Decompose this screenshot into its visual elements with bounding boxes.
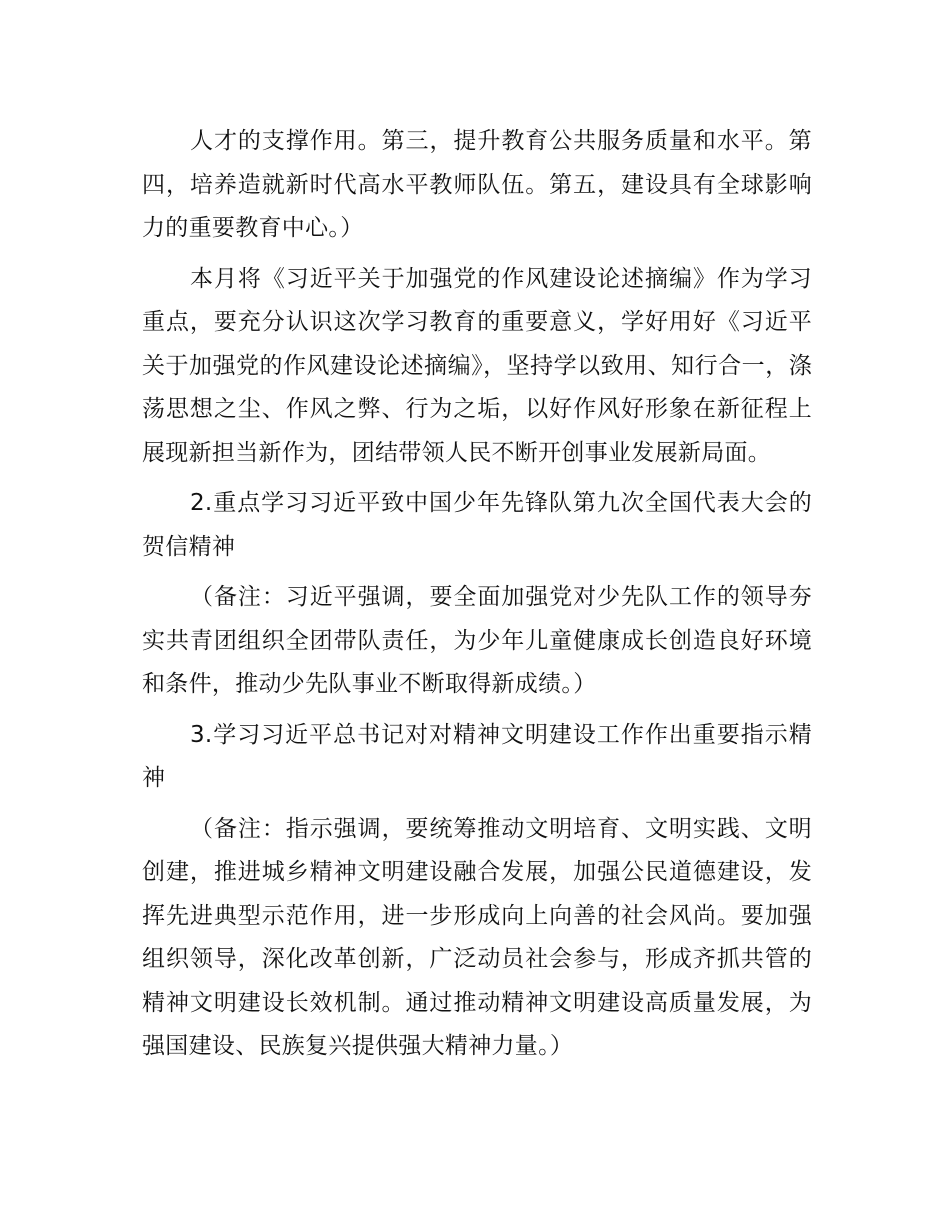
paragraph-talent-support: 人才的支撑作用。第三，提升教育公共服务质量和水平。第四，培养造就新时代高水平教师队伍。第五，建设具有全球影响力的重要教育中心。） (142, 128, 812, 241)
paragraph-study-focus: 本月将《习近平关于加强党的作风建设论述摘编》作为学习重点，要充分认识这次学习教育的重要意义，学好用好《习近平关于加强党的作风建设论述摘编》，坚持学以致用、知行合一，涤荡思想之尘、作风之弊、行为之垢，以好作风好形象在新征程上展现新担当新作为，团结带领人民不断开创事业发展新局面。 (142, 265, 812, 466)
note-item-3: （备注：指示强调，要统筹推动文明培育、文明实践、文明创建，推进城乡精神文明建设融合发展，加强公民道德建设，发挥先进典型示范作用，进一步形成向上向善的社会风尚。要加强组织领导，深化改革创新，广泛动员社会参与，形成齐抓共管的精神文明建设长效机制。通过推动精神文明建设高质量发展，为强国建设、民族复兴提供强大精神力量。） (142, 815, 812, 1059)
document-page (142, 120, 812, 1076)
heading-item-2: 2.重点学习习近平致中国少年先锋队第九次全国代表大会的贺信精神 (142, 490, 812, 560)
note-item-2: （备注：习近平强调，要全面加强党对少先队工作的领导夯实共青团组织全团带队责任，为少年儿童健康成长创造良好环境和条件，推动少先队事业不断取得新成绩。） (142, 584, 812, 697)
heading-item-3: 3.学习习近平总书记对对精神文明建设工作作出重要指示精神 (142, 721, 812, 791)
